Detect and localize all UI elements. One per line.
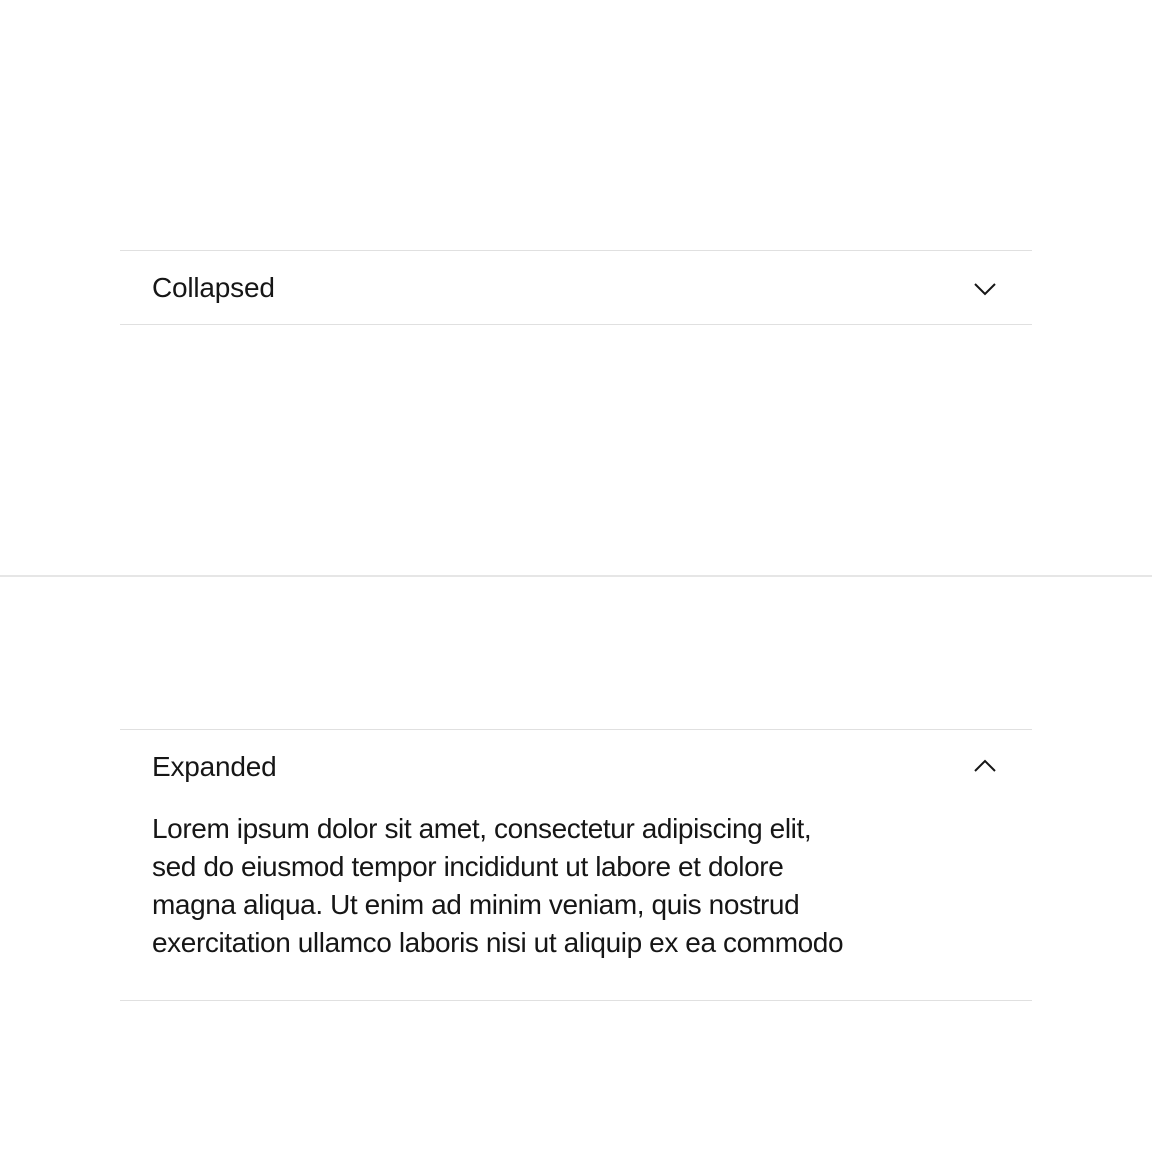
story-section-expanded <box>0 577 1152 1001</box>
accordion-title-collapsed: Collapsed <box>152 271 275 303</box>
accordion-collapsed <box>120 250 1032 325</box>
accordion-content-line: Lorem ipsum dolor sit amet, consectetur adipiscing elit, <box>152 813 812 844</box>
accordion-content-line: magna aliqua. Ut enim ad minim veniam, quis nostrud <box>152 889 800 920</box>
accordion-expanded <box>120 729 1032 1001</box>
accordion-toggle-collapsed[interactable] <box>120 251 1032 324</box>
chevron-up-icon <box>969 751 1001 783</box>
story-section-collapsed <box>0 0 1152 325</box>
accordion-title-expanded: Expanded <box>152 750 277 782</box>
accordion-content-line: sed do eiusmod tempor incididunt ut labore et dolore <box>152 851 784 882</box>
chevron-down-icon <box>969 272 1001 304</box>
accordion-toggle-expanded[interactable] <box>120 730 1032 803</box>
accordion-content-line: exercitation ullamco laboris nisi ut aliquip ex ea commodo <box>152 927 844 958</box>
accordion-content <box>120 803 1032 1000</box>
accordion-item-collapsed <box>120 250 1032 325</box>
accordion-item-expanded <box>120 729 1032 1001</box>
